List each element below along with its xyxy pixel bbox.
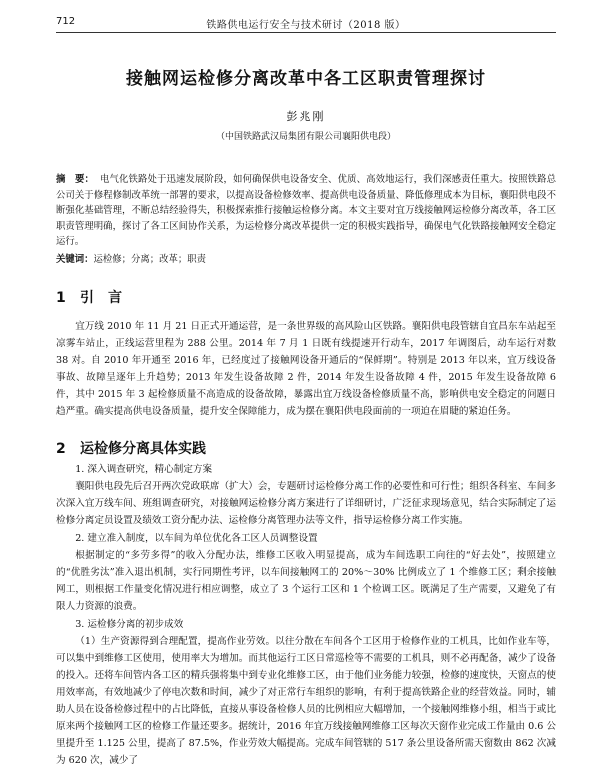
section-heading-1 xyxy=(56,287,122,307)
paragraph-sub3: （1）生产资源得到合理配置，提高作业劳效。以往分散在车间各个工区用于检修作业的工机具，比如作业车等，可以集中到维修工区使用，使用率大为增加。而其他运行工区日常巡检等不需要的工机具，则不必再配备，减少了设备的投入。还将车间管内各工区的精兵强将集中到专业化维修工区，由于他们业务能力较强，检修的速度快，天窗点的使用效率高，有效地减少了停电次数和时间，减少了对正常行车组织的影响，有利于提高铁路企业的经营效益。同时，辅助人员在设备检修过程中的占比降低，直接从事设备检修人员的比例相应大幅增加，一个接触网维修小组，相当于或比原来两个接触网工区的检修工作量还要多。据统计，2016 年宜万线接触网维修工区每次天窗作业完成工作量由 0.6 公里提升至 1.125 公里，提高了 87.5%，作业劳效大幅提高。完成车间管辖的 517 条公里设备所需天窗数由 862 次减为 620 次，减少了 xyxy=(56,636,556,766)
journal-title: 铁路供电运行安全与技术研讨（2018 版） xyxy=(206,20,406,31)
author-affiliation: （中国铁路武汉局集团有限公司襄阳供电段） xyxy=(215,132,396,142)
page-number: 712 xyxy=(56,16,76,27)
section-title: 引 言 xyxy=(80,290,122,306)
keywords-text: 运检修；分离；改革；职责 xyxy=(93,254,207,265)
section-title: 运检修分离具体实践 xyxy=(80,441,206,457)
section-number: 1 xyxy=(56,290,66,306)
paragraph-sub2: 根据制定的“多劳多得”的收入分配办法，维修工区收入明显提高，成为车间选职工向往的“好去处”，按照建立的“优胜劣汰”准入退出机制，实行同期性考评，以车间接触网工的 20%～30% 比例成立了 1 个维修工区；剩余接触网工，则根据工作量变化情况进行相应调整，成立了 3 个运行工区和 1 个检调工区。既满足了生产需要，又避免了有限人力资源的浪费。 xyxy=(56,550,556,612)
subheading-2: 2. 建立准入制度，以车间为单位优化各工区人员调整设置 xyxy=(75,533,318,544)
article-title: 接触网运检修分离改革中各工区职责管理探讨 xyxy=(126,69,486,89)
subheading-3: 3. 运检修分离的初步成效 xyxy=(75,619,184,630)
section-number: 2 xyxy=(56,441,66,457)
intro-paragraph: 宜万线 2010 年 11 月 21 日正式开通运营，是一条世界级的高风险山区铁路。襄阳供电段管辖自宜昌东车站起至凉雾车站止，正线运营里程为 288 公里。2014 年 7 月 1 日既有线提速开行动车，2017 年调图后，动车运行对数 38 对。自 2010 年开通至 2016 年，已经度过了接触网设备开通后的“保鲜期”。特别是 2013 年以来，宜万线设备事故、故障呈逐年上升趋势；2013 年发生设备故障 2 件，2014 年发生设备故障 4 件，2015 年发生设备故障 6 件，其中 2015 年 3 起检修质量不高造成的设备故障，暴露出宜万线设备检修质量不高，影响供电安全稳定的问题日趋严重。确实提高供电设备质量，提升安全保障能力，成为摆在襄阳供电段面前的一项迫在眉睫的紧迫任务。 xyxy=(56,321,556,417)
abstract xyxy=(56,172,556,250)
subheading-1: 1. 深入调查研究，精心制定方案 xyxy=(75,464,213,475)
abstract-text: 电气化铁路处于迅速发展阶段，如何确保供电设备安全、优质、高效地运行，我们深感责任重大。按照铁路总公司关于修程修制改革统一部署的要求，以提高设备检修效率、提高供电设备质量、降低修理成本为目标，襄阳供电段不断强化基础管理，不断总结经验得失，积极探索推行接触运检修分离。本文主要对宜万线接触网运检修分离改革，各工区职责管理明确，探讨了各工区间协作关系，为运检修分离改革提供一定的积极实践指导，确保电气化铁路接触网安全稳定运行。 xyxy=(56,174,556,247)
running-header xyxy=(56,14,556,33)
section-heading-2 xyxy=(56,438,206,458)
author-name: 彭兆刚 xyxy=(286,110,326,123)
abstract-label: 摘 要： xyxy=(56,174,95,185)
keywords-label: 关键词： xyxy=(56,254,94,265)
keywords xyxy=(56,251,556,265)
paragraph-sub1: 襄阳供电段先后召开两次党政联席（扩大）会，专题研讨运检修分离工作的必要性和可行性；组织各科室、车间多次深入宜万线车间、班组调查研究，对接触网运检修分离方案进行了详细研讨，广泛征求现场意见，结合实际制定了运检修分离定员设置及绩效工资分配办法、运检修分离管理办法等文件，指导运检修分离工作实施。 xyxy=(56,481,556,526)
